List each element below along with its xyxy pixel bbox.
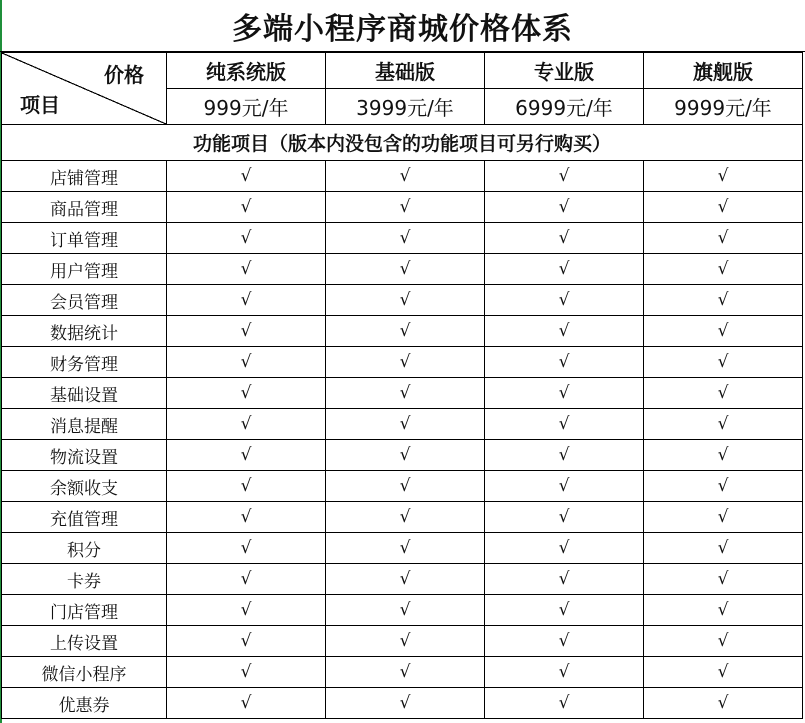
check-mark-cell[interactable]: √ xyxy=(644,347,803,378)
section-row xyxy=(2,125,803,161)
feature-name-cell[interactable]: 优惠券 xyxy=(2,688,167,719)
check-mark-cell[interactable]: √ xyxy=(485,161,644,192)
feature-name-cell[interactable]: 会员管理 xyxy=(2,285,167,316)
check-mark-cell[interactable]: √ xyxy=(485,502,644,533)
check-mark-cell[interactable]: √ xyxy=(485,378,644,409)
check-mark-cell[interactable]: √ xyxy=(485,316,644,347)
check-mark-cell[interactable]: √ xyxy=(167,347,326,378)
check-mark-cell[interactable]: √ xyxy=(485,440,644,471)
feature-name-cell[interactable]: 余额收支 xyxy=(2,471,167,502)
check-mark-cell[interactable]: √ xyxy=(167,254,326,285)
feature-row xyxy=(2,347,803,378)
check-mark-cell[interactable]: √ xyxy=(485,564,644,595)
check-mark-cell[interactable]: √ xyxy=(326,347,485,378)
check-mark-cell[interactable]: √ xyxy=(485,533,644,564)
diagonal-header-cell[interactable] xyxy=(2,53,167,125)
check-mark-cell[interactable]: √ xyxy=(326,595,485,626)
check-mark-cell[interactable]: √ xyxy=(326,688,485,719)
feature-name-cell[interactable]: 卡券 xyxy=(2,564,167,595)
feature-row xyxy=(2,471,803,502)
feature-name-cell[interactable]: 数据统计 xyxy=(2,316,167,347)
check-mark-cell[interactable]: √ xyxy=(644,626,803,657)
check-mark-cell[interactable]: √ xyxy=(326,471,485,502)
feature-row xyxy=(2,192,803,223)
check-mark-cell[interactable]: √ xyxy=(485,626,644,657)
check-mark-cell[interactable]: √ xyxy=(167,161,326,192)
feature-row xyxy=(2,285,803,316)
plan-price-cell[interactable]: 9999元/年 xyxy=(644,89,803,125)
check-mark-cell[interactable]: √ xyxy=(644,161,803,192)
check-mark-cell[interactable]: √ xyxy=(485,285,644,316)
check-mark-cell[interactable]: √ xyxy=(167,595,326,626)
feature-name-cell[interactable]: 消息提醒 xyxy=(2,409,167,440)
feature-name-cell[interactable]: 充值管理 xyxy=(2,502,167,533)
price-axis-label: 价格 xyxy=(104,63,144,87)
check-mark-cell[interactable]: √ xyxy=(326,285,485,316)
check-mark-cell[interactable]: √ xyxy=(485,595,644,626)
feature-row xyxy=(2,440,803,471)
plan-price-cell[interactable]: 999元/年 xyxy=(167,89,326,125)
plan-name-cell[interactable]: 专业版 xyxy=(485,53,644,89)
check-mark-cell[interactable]: √ xyxy=(644,316,803,347)
feature-row xyxy=(2,316,803,347)
plan-name-cell[interactable]: 旗舰版 xyxy=(644,53,803,89)
check-mark-cell[interactable]: √ xyxy=(167,502,326,533)
check-mark-cell[interactable]: √ xyxy=(167,440,326,471)
check-mark-cell[interactable]: √ xyxy=(326,626,485,657)
feature-name-cell[interactable]: 用户管理 xyxy=(2,254,167,285)
check-mark-cell[interactable]: √ xyxy=(167,223,326,254)
check-mark-cell[interactable]: √ xyxy=(644,564,803,595)
item-axis-label: 项目 xyxy=(20,93,60,117)
section-title-cell[interactable]: 功能项目（版本内没包含的功能项目可另行购买） xyxy=(2,125,803,161)
check-mark-cell[interactable]: √ xyxy=(326,378,485,409)
check-mark-cell[interactable]: √ xyxy=(485,471,644,502)
check-mark-cell[interactable]: √ xyxy=(167,192,326,223)
feature-row xyxy=(2,409,803,440)
check-mark-cell[interactable]: √ xyxy=(326,161,485,192)
check-mark-cell[interactable]: √ xyxy=(326,657,485,688)
check-mark-cell[interactable]: √ xyxy=(167,533,326,564)
check-mark-cell[interactable]: √ xyxy=(167,285,326,316)
feature-row xyxy=(2,378,803,409)
check-mark-cell[interactable]: √ xyxy=(644,254,803,285)
check-mark-cell[interactable]: √ xyxy=(485,254,644,285)
check-mark-cell[interactable]: √ xyxy=(644,502,803,533)
check-mark-cell[interactable]: √ xyxy=(167,564,326,595)
check-mark-cell[interactable]: √ xyxy=(644,285,803,316)
feature-row xyxy=(2,161,803,192)
check-mark-cell[interactable]: √ xyxy=(167,626,326,657)
check-mark-cell[interactable]: √ xyxy=(167,688,326,719)
check-mark-cell[interactable]: √ xyxy=(644,192,803,223)
feature-row xyxy=(2,223,803,254)
check-mark-cell[interactable]: √ xyxy=(326,440,485,471)
feature-name-cell[interactable]: 积分 xyxy=(2,533,167,564)
feature-name-cell[interactable]: 门店管理 xyxy=(2,595,167,626)
feature-row xyxy=(2,502,803,533)
price-table xyxy=(1,52,803,719)
check-mark-cell[interactable]: √ xyxy=(644,688,803,719)
check-mark-cell[interactable]: √ xyxy=(644,595,803,626)
plan-price-cell[interactable]: 3999元/年 xyxy=(326,89,485,125)
check-mark-cell[interactable]: √ xyxy=(326,409,485,440)
check-mark-cell[interactable]: √ xyxy=(485,192,644,223)
check-mark-cell[interactable]: √ xyxy=(485,409,644,440)
feature-name-cell[interactable]: 商品管理 xyxy=(2,192,167,223)
check-mark-cell[interactable]: √ xyxy=(644,657,803,688)
check-mark-cell[interactable]: √ xyxy=(644,440,803,471)
feature-name-cell[interactable]: 上传设置 xyxy=(2,626,167,657)
plan-name-cell[interactable]: 纯系统版 xyxy=(167,53,326,89)
check-mark-cell[interactable]: √ xyxy=(485,223,644,254)
feature-name-cell[interactable]: 物流设置 xyxy=(2,440,167,471)
check-mark-cell[interactable]: √ xyxy=(644,533,803,564)
feature-row xyxy=(2,688,803,719)
check-mark-cell[interactable]: √ xyxy=(167,657,326,688)
check-mark-cell[interactable]: √ xyxy=(326,192,485,223)
check-mark-cell[interactable]: √ xyxy=(167,409,326,440)
check-mark-cell[interactable]: √ xyxy=(167,378,326,409)
page-title: 多端小程序商城价格体系 xyxy=(0,0,805,52)
check-mark-cell[interactable]: √ xyxy=(167,471,326,502)
feature-row xyxy=(2,626,803,657)
check-mark-cell[interactable]: √ xyxy=(644,378,803,409)
plan-name-row xyxy=(2,53,803,89)
check-mark-cell[interactable]: √ xyxy=(644,471,803,502)
check-mark-cell[interactable]: √ xyxy=(326,564,485,595)
feature-row xyxy=(2,254,803,285)
feature-name-cell[interactable]: 财务管理 xyxy=(2,347,167,378)
check-mark-cell[interactable]: √ xyxy=(644,223,803,254)
check-mark-cell[interactable]: √ xyxy=(644,409,803,440)
feature-name-cell[interactable]: 订单管理 xyxy=(2,223,167,254)
plan-name-cell[interactable]: 基础版 xyxy=(326,53,485,89)
check-mark-cell[interactable]: √ xyxy=(485,657,644,688)
check-mark-cell[interactable]: √ xyxy=(326,502,485,533)
check-mark-cell[interactable]: √ xyxy=(167,316,326,347)
check-mark-cell[interactable]: √ xyxy=(326,316,485,347)
feature-name-cell[interactable]: 店铺管理 xyxy=(2,161,167,192)
check-mark-cell[interactable]: √ xyxy=(326,254,485,285)
feature-row xyxy=(2,564,803,595)
check-mark-cell[interactable]: √ xyxy=(485,688,644,719)
check-mark-cell[interactable]: √ xyxy=(326,533,485,564)
feature-name-cell[interactable]: 微信小程序 xyxy=(2,657,167,688)
check-mark-cell[interactable]: √ xyxy=(326,223,485,254)
check-mark-cell[interactable]: √ xyxy=(485,347,644,378)
feature-row xyxy=(2,657,803,688)
feature-name-cell[interactable]: 基础设置 xyxy=(2,378,167,409)
feature-row xyxy=(2,533,803,564)
plan-price-cell[interactable]: 6999元/年 xyxy=(485,89,644,125)
feature-row xyxy=(2,595,803,626)
